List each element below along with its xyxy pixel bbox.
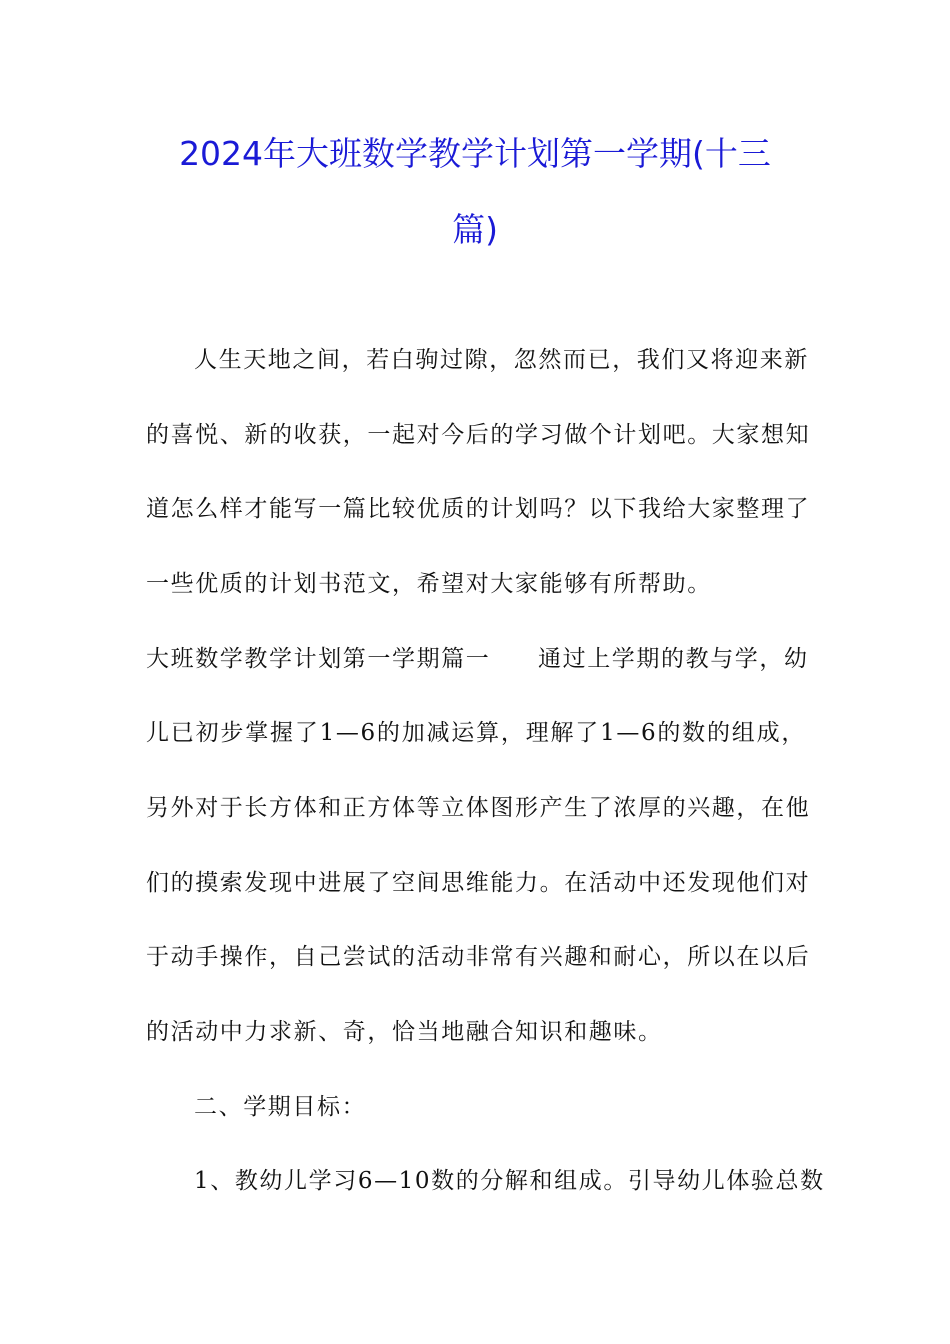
section-1-line-2: 儿已初步掌握了1—6的加减运算，理解了1—6的数的组成， [146,720,806,746]
goal-item-1: 1、教幼儿学习6—10数的分解和组成。引导幼儿体验总数 [194,1168,825,1194]
section-1-line-1: 通过上学期的教与学，幼 [538,646,809,672]
intro-paragraph-line-4: 一些优质的计划书范文，希望对大家能够有所帮助。 [146,571,712,597]
section-1-line-3: 另外对于长方体和正方体等立体图形产生了浓厚的兴趣，在他 [146,795,811,821]
section-1-line-5: 于动手操作，自己尝试的活动非常有兴趣和耐心，所以在以后 [146,944,811,970]
goals-heading: 二、学期目标： [194,1094,367,1120]
section-heading-1: 大班数学教学计划第一学期篇一 [146,646,491,672]
section-1-line-4: 们的摸索发现中进展了空间思维能力。在活动中还发现他们对 [146,870,811,896]
document-title-line-1: 2024年大班数学教学计划第一学期(十三 [179,134,771,173]
section-1-line-6: 的活动中力求新、奇，恰当地融合知识和趣味。 [146,1019,663,1045]
intro-paragraph-line-2: 的喜悦、新的收获，一起对今后的学习做个计划吧。大家想知 [146,422,811,448]
intro-paragraph-line-3: 道怎么样才能写一篇比较优质的计划吗？以下我给大家整理了 [146,496,811,522]
intro-paragraph-line-1: 人生天地之间，若白驹过隙，忽然而已，我们又将迎来新 [194,347,809,373]
document-title-line-2: 篇) [452,210,498,249]
